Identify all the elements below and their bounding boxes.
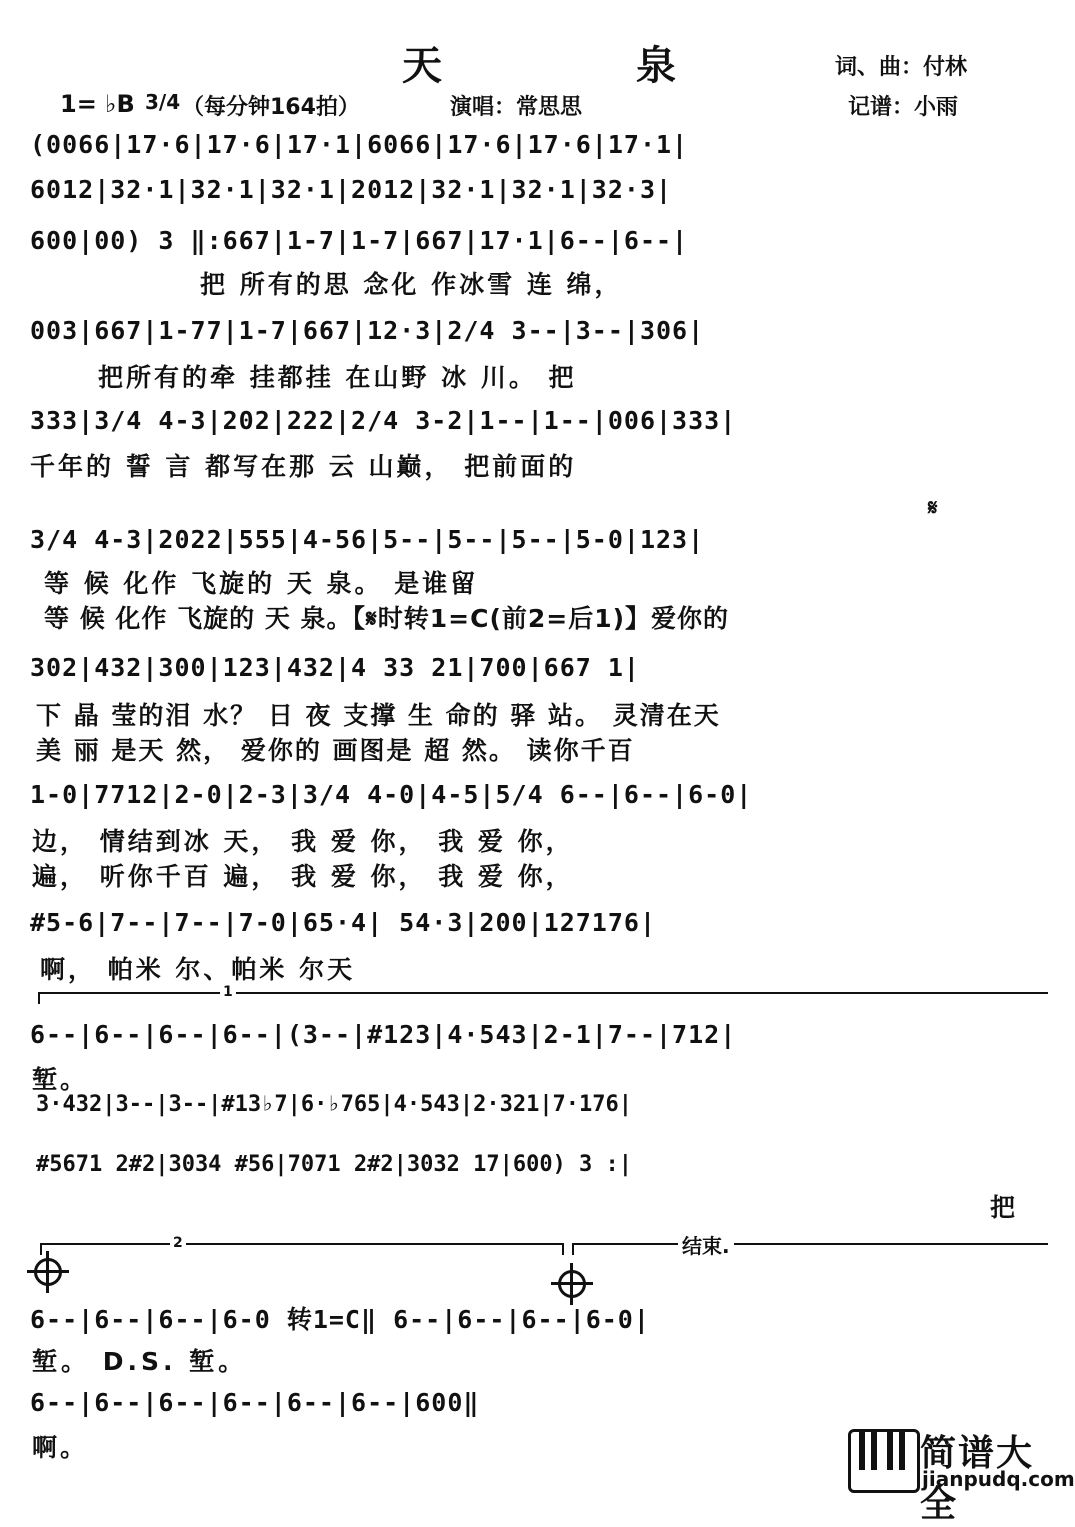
site-logo bbox=[848, 1425, 1075, 1525]
lyrics-row-7a: 下 晶 莹的泪 水？ 日 夜 支撑 生 命的 驿 站。 灵清在天 bbox=[36, 701, 721, 730]
volta-2-tick-end bbox=[562, 1243, 564, 1255]
lyrics-row-12: 把 bbox=[990, 1193, 1019, 1222]
score-row-8: 1-0|7712|2-0|2-3|3/4 4-0|4-5|5/4 6--|6--|6-0| bbox=[30, 780, 753, 809]
singer: 演唱：常思思 bbox=[450, 95, 583, 120]
title-char-2: 泉 bbox=[636, 42, 676, 89]
volta-1-tick bbox=[38, 992, 40, 1004]
lyrics-row-4: 把所有的牵 挂都挂 在山野 冰 川。 把 bbox=[98, 363, 577, 392]
lyrics-row-3: 把 所有的思 念化 作冰雪 连 绵， bbox=[200, 270, 623, 299]
transcriber: 记谱：小雨 bbox=[848, 95, 959, 120]
score-row-4: 003|667|1-77|1-7|667|12·3|2/4 3--|3--|306| bbox=[30, 316, 705, 345]
score-row-6: 3/4 4-3|2022|555|4-56|5--|5--|5--|5-0|123| bbox=[30, 525, 705, 554]
lyrics-row-10: 堑。 bbox=[32, 1065, 89, 1094]
score-row-1: (0066|17·6|17·6|17·1|6066|17·6|17·6|17·1| bbox=[30, 130, 689, 159]
key-signature: 1= ♭B bbox=[60, 90, 135, 118]
time-signature: 3/4 bbox=[145, 90, 181, 114]
title-char-1: 天 bbox=[402, 42, 442, 89]
score-row-12: #5671 2#2|3034 #56|7071 2#2|3032 17|600) 3 :| bbox=[36, 1152, 633, 1177]
ending-line bbox=[572, 1243, 1048, 1245]
ending-tick bbox=[572, 1243, 574, 1255]
volta-2-label: 2 bbox=[170, 1235, 186, 1251]
lyrics-row-14: 啊。 bbox=[32, 1433, 89, 1462]
lyrics-row-6a: 等 候 化作 飞旋的 天 泉。 是谁留 bbox=[44, 569, 479, 598]
lyrics-row-6b: 等 候 化作 飞旋的 天 泉。【𝄋时转1=C(前2=后1)】爱你的 bbox=[44, 604, 730, 633]
score-row-9: #5-6|7--|7--|7-0|65·4| 54·3|200|127176| bbox=[30, 908, 656, 937]
score-row-2: 6012|32·1|32·1|32·1|2012|32·1|32·1|32·3| bbox=[30, 175, 673, 204]
lyrics-row-13: 堑。 D.S. 堑。 bbox=[32, 1347, 248, 1376]
logo-name: 简谱大全 bbox=[920, 1433, 1035, 1525]
score-row-7: 302|432|300|123|432|4 33 21|700|667 1| bbox=[30, 653, 640, 682]
ending-label: 结束. bbox=[678, 1230, 734, 1259]
tempo: （每分钟164拍） bbox=[182, 95, 360, 120]
segno-sign: 𝄋 bbox=[928, 496, 938, 521]
lyrics-row-7b: 美 丽 是天 然， 爱你的 画图是 超 然。 读你千百 bbox=[36, 736, 635, 765]
lyrics-row-5: 千年的 誓 言 都写在那 云 山巅， 把前面的 bbox=[30, 452, 577, 481]
credits: 词、曲：付林 bbox=[835, 55, 968, 80]
score-row-3: 600|00) 3 ‖:667|1-7|1-7|667|17·1|6--|6--| bbox=[30, 226, 689, 255]
score-row-13: 6--|6--|6--|6-0 转1=C‖ 6--|6--|6--|6-0| bbox=[30, 1305, 650, 1334]
piano-keys-icon bbox=[848, 1429, 920, 1493]
score-row-10: 6--|6--|6--|6--|(3--|#123|4·543|2-1|7--|712| bbox=[30, 1020, 737, 1049]
coda-icon-2 bbox=[558, 1270, 586, 1298]
volta-1-label: 1 bbox=[220, 984, 236, 1000]
score-row-11: 3·432|3--|3--|#13♭7|6·♭765|4·543|2·321|7·176| bbox=[36, 1092, 633, 1117]
lyrics-row-8a: 边， 情结到冰 天， 我 爱 你， 我 爱 你， bbox=[32, 827, 574, 856]
volta-2-line bbox=[40, 1243, 562, 1245]
score-row-14: 6--|6--|6--|6--|6--|6--|600‖ bbox=[30, 1388, 480, 1417]
lyrics-row-8b: 遍， 听你千百 遍， 我 爱 你， 我 爱 你， bbox=[32, 862, 574, 891]
coda-icon bbox=[34, 1258, 62, 1286]
score-row-5: 333|3/4 4-3|202|222|2/4 3-2|1--|1--|006|333| bbox=[30, 406, 737, 435]
volta-2-tick bbox=[40, 1243, 42, 1255]
lyrics-row-9: 啊， 帕米 尔、帕米 尔天 bbox=[40, 955, 356, 984]
volta-1-line bbox=[38, 992, 1048, 994]
logo-url: jianpudq.com bbox=[922, 1467, 1075, 1491]
